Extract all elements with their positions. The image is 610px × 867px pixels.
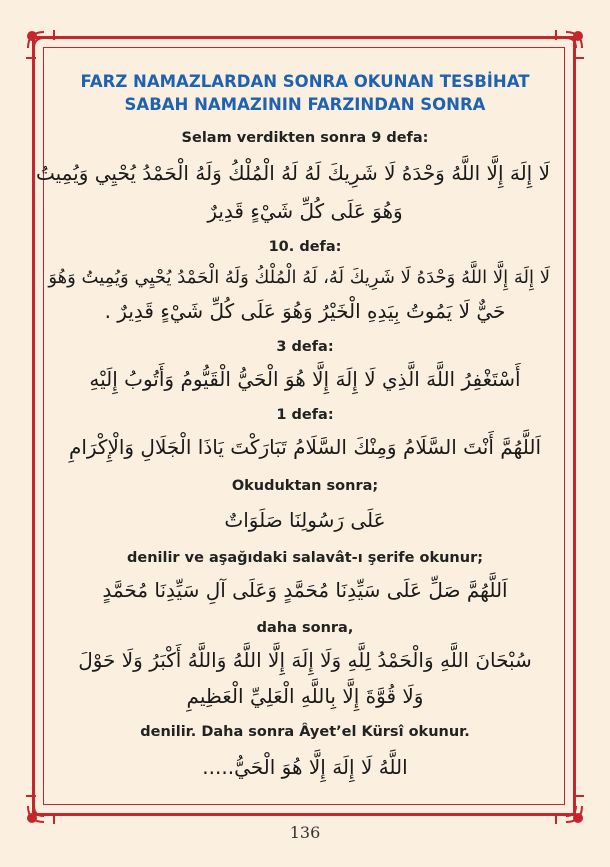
page-title-line-2: SABAH NAMAZININ FARZINDAN SONRA [124, 95, 486, 114]
corner-ornament-icon [24, 786, 64, 826]
page-title-line-1: FARZ NAMAZLARDAN SONRA OKUNAN TESBİHAT [80, 72, 530, 91]
arabic-text-subhanallah-line-1: سُبْحَانَ اللَّهِ وَالْحَمْدُ لِلَّهِ وَلَا إِلَهَ إِلَّا اللَّهُ وَاللَّهُ أَكْبَرُ وَلَا حَوْلَ [78, 648, 532, 672]
section-label-10th-time: 10. defa: [268, 239, 342, 255]
corner-ornament-icon [24, 28, 64, 68]
section-label-salavat: denilir ve aşağıdaki salavât-ı şerife okunur; [126, 550, 484, 566]
section-label-3-times: 3 defa: [276, 339, 334, 355]
arabic-text-tahlil-line-2: وَهُوَ عَلَى كُلِّ شَيْءٍ قَدِيرٌ [207, 199, 403, 223]
section-label-ayat-al-kursi: denilir. Daha sonra Âyet’el Kürsî okunur. [140, 724, 470, 740]
page-number: 136 [289, 823, 321, 842]
corner-ornament-icon [546, 786, 586, 826]
arabic-text-ayat-al-kursi-start: اللَّهُ لَا إِلَهَ إِلَّا هُوَ الْحَيُّ..... [202, 755, 408, 779]
arabic-text-istigfar: أَسْتَغْفِرُ اللَّهَ الَّذِي لَا إِلَهَ إِلَّا هُوَ الْحَيُّ الْقَيُّومُ وَأَتُوبُ إِلَيْهِ [89, 367, 521, 391]
arabic-text-allahumma-antas-salam: اَللَّهُمَّ أَنْتَ السَّلَامُ وَمِنْكَ السَّلَامُ تَبَارَكْتَ يَاذَا الْجَلَالِ وَالْإِكْرَامِ [68, 435, 542, 459]
arabic-text-tahlil-full-line-1: لَا إِلَهَ إِلَّا اللَّهُ وَحْدَهُ لَا شَرِيكَ لَهُ، لَهُ الْمُلْكُ وَلَهُ الْحَمْدُ يُحْيِي وَيُمِيتُ وَهُوَ [48, 267, 550, 288]
arabic-text-tahlil-full-line-2: حَيٌّ لَا يَمُوتُ بِيَدِهِ الْخَيْرُ وَهُوَ عَلَى كُلِّ شَيْءٍ قَدِيرٌ . [104, 299, 506, 323]
corner-ornament-icon [546, 28, 586, 68]
section-label-9-times: Selam verdikten sonra 9 defa: [181, 130, 429, 146]
arabic-text-tahlil-line-1: لَا إِلَهَ إِلَّا اللَّهُ وَحْدَهُ لَا شَرِيكَ لَهُ لَهُ الْمُلْكُ وَلَهُ الْحَمْدُ يُحْيِي وَيُمِيتُ [35, 161, 550, 185]
arabic-text-subhanallah-line-2: وَلَا قُوَّةَ إِلَّا بِاللَّهِ الْعَلِيِّ الْعَظِيمِ [186, 684, 424, 708]
section-label-then: daha sonra, [256, 620, 354, 636]
arabic-text-ala-rasulina: عَلَى رَسُولِنَا صَلَوَاتٌ [224, 508, 386, 532]
section-label-1-time: 1 defa: [276, 407, 334, 423]
arabic-text-salavat: اَللَّهُمَّ صَلِّ عَلَى سَيِّدِنَا مُحَمَّدٍ وَعَلَى آلِ سَيِّدِنَا مُحَمَّدٍ [102, 578, 508, 602]
section-label-after-reading: Okuduktan sonra; [231, 478, 379, 494]
